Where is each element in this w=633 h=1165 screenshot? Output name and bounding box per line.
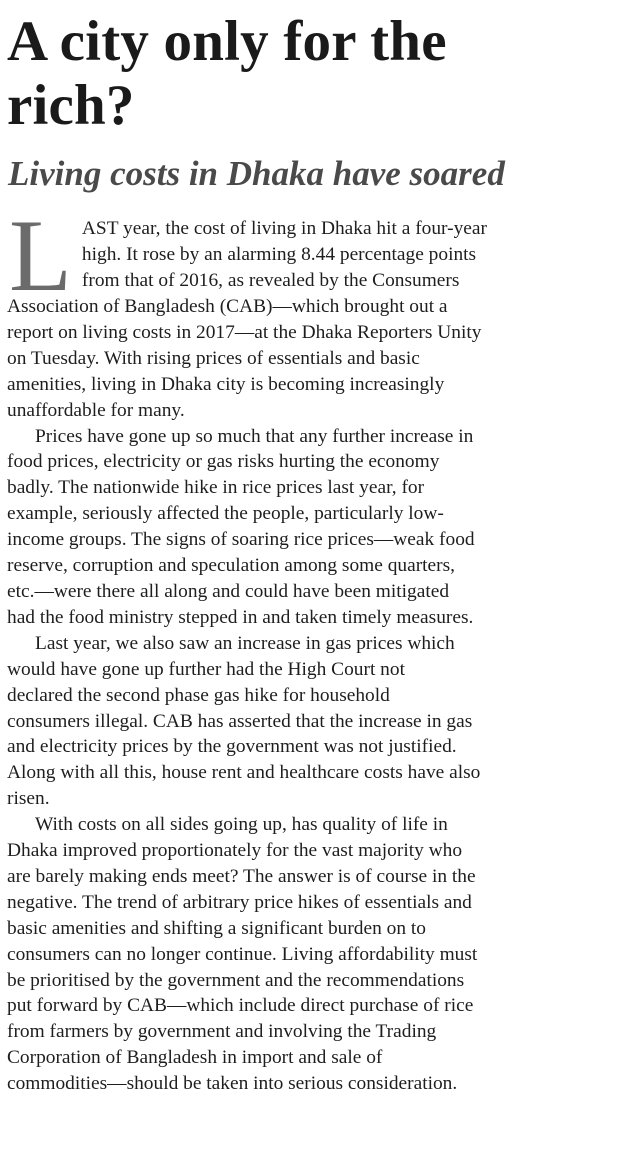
text-line: food prices, electricity or gas risks hurting the economy [7, 451, 440, 473]
subheadline: Living costs in Dhaka have soared [8, 154, 505, 193]
text-line: Dhaka improved proportionately for the vast majority who [7, 840, 463, 862]
text-line: Along with all this, house rent and healthcare costs have also [7, 762, 481, 784]
text-line: Last year, we also saw an increase in gas prices which [35, 632, 455, 654]
article-body [7, 199, 627, 1097]
text-line: badly. The nationwide hike in rice prices last year, for [7, 477, 425, 499]
text-line: AST year, the cost of living in Dhaka hit a four-year [81, 218, 487, 239]
text-line: from that of 2016, as revealed by the Consumers [81, 269, 460, 291]
text-line: unaffordable for many. [7, 399, 185, 421]
text-line: declared the second phase gas hike for household [7, 684, 390, 706]
paragraph-2 [7, 424, 627, 631]
drop-cap: L [9, 199, 72, 313]
text-line: Association of Bangladesh (CAB)—which brought out a [7, 296, 448, 317]
text-line: consumers can no longer continue. Living affordability must [7, 943, 478, 965]
text-line: had the food ministry stepped in and taken timely measures. [7, 606, 474, 628]
text-line: high. It rose by an alarming 8.44 percentage points [81, 243, 477, 265]
text-line: example, seriously affected the people, particularly low- [7, 503, 444, 525]
paragraph-4 [7, 812, 627, 1097]
text-line: amenities, living in Dhaka city is becoming increasingly [7, 373, 445, 395]
text-line: negative. The trend of arbitrary price hikes of essentials and [7, 891, 472, 913]
text-line: basic amenities and shifting a significant burden on to [7, 917, 426, 939]
text-line: reserve, corruption and speculation among some quarters, [7, 555, 455, 577]
text-line: consumers illegal. CAB has asserted that the increase in gas [7, 710, 473, 732]
text-line: and electricity prices by the government was not justified. [7, 736, 457, 758]
paragraph-1 [7, 199, 627, 424]
text-line: on Tuesday. With rising prices of essentials and basic [7, 347, 420, 369]
article [7, 0, 627, 1097]
text-line: would have gone up further had the High Court not [7, 658, 405, 680]
text-line: commodities—should be taken into serious consideration. [7, 1073, 458, 1095]
text-line: etc.—were there all along and could have been mitigated [7, 580, 450, 602]
headline-line: A city only for the [7, 10, 447, 73]
text-line: risen. [7, 788, 50, 810]
text-line: income groups. The signs of soaring rice prices—weak food [7, 529, 475, 551]
text-line: With costs on all sides going up, has quality of life in [35, 814, 448, 836]
text-line: Prices have gone up so much that any further increase in [35, 425, 474, 447]
headline-line: rich? [7, 74, 135, 137]
headline [7, 10, 627, 138]
paragraph-3 [7, 631, 627, 812]
text-line: Corporation of Bangladesh in import and sale of [7, 1047, 383, 1069]
text-line: are barely making ends meet? The answer is of course in the [7, 865, 476, 887]
text-line: from farmers by government and involving the Trading [7, 1021, 437, 1043]
text-line: be prioritised by the government and the recommendations [7, 969, 465, 991]
text-line: put forward by CAB—which include direct purchase of rice [7, 995, 474, 1017]
text-line: report on living costs in 2017—at the Dhaka Reporters Unity [7, 321, 482, 343]
